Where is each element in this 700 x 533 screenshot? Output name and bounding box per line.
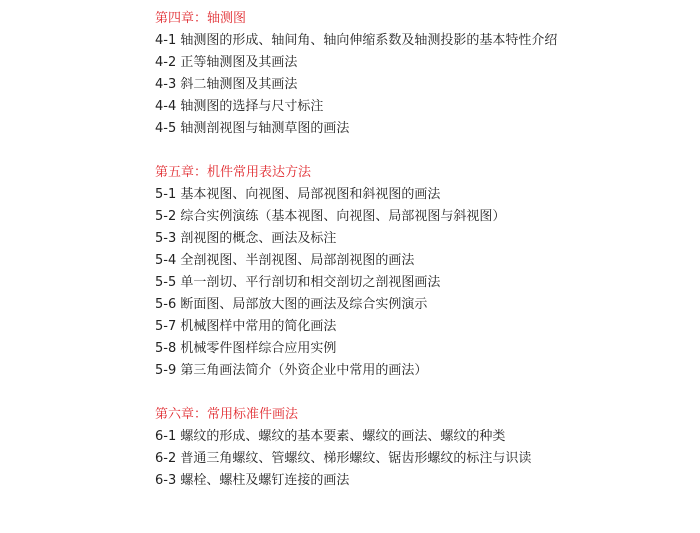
chapter-5: [155, 162, 505, 382]
chapter-title: 第五章：机件常用表达方法: [155, 165, 312, 180]
lesson-item: 5-4 全剖视图、半剖视图、局部剖视图的画法: [155, 253, 415, 268]
lesson-item: 4-2 正等轴测图及其画法: [155, 55, 298, 70]
lesson-item: 5-1 基本视图、向视图、局部视图和斜视图的画法: [155, 187, 441, 202]
lesson-item: 5-3 剖视图的概念、画法及标注: [155, 231, 337, 246]
lesson-item: 4-3 斜二轴测图及其画法: [155, 77, 298, 92]
lesson-item: 4-5 轴测剖视图与轴测草图的画法: [155, 121, 350, 136]
chapter-4: [155, 8, 557, 140]
lesson-item: 6-2 普通三角螺纹、管螺纹、梯形螺纹、锯齿形螺纹的标注与识读: [155, 451, 532, 466]
lesson-item: 5-5 单一剖切、平行剖切和相交剖切之剖视图画法: [155, 275, 441, 290]
chapter-title: 第四章：轴测图: [155, 11, 247, 26]
lesson-item: 5-7 机械图样中常用的简化画法: [155, 319, 337, 334]
lesson-item: 5-9 第三角画法简介（外资企业中常用的画法）: [155, 363, 428, 378]
lesson-item: 4-1 轴测图的形成、轴间角、轴向伸缩系数及轴测投影的基本特性介绍: [155, 33, 558, 48]
chapter-title: 第六章：常用标准件画法: [155, 407, 299, 422]
lesson-item: 5-2 综合实例演练（基本视图、向视图、局部视图与斜视图）: [155, 209, 506, 224]
lesson-item: 5-8 机械零件图样综合应用实例: [155, 341, 337, 356]
lesson-item: 4-4 轴测图的选择与尺寸标注: [155, 99, 324, 114]
lesson-item: 5-6 断面图、局部放大图的画法及综合实例演示: [155, 297, 428, 312]
lesson-item: 6-1 螺纹的形成、螺纹的基本要素、螺纹的画法、螺纹的种类: [155, 429, 506, 444]
lesson-item: 6-3 螺栓、螺柱及螺钉连接的画法: [155, 473, 350, 488]
chapter-6: [155, 404, 531, 492]
